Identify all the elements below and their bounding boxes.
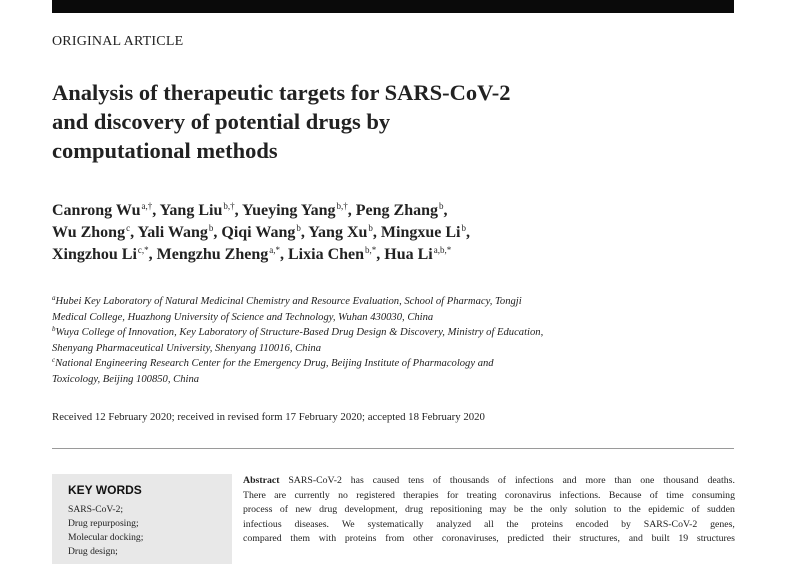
abstract-word: of xyxy=(649,489,658,501)
affiliation-text: Shenyang Pharmaceutical University, Shenyang 110016, China xyxy=(52,342,322,354)
author-separator: , xyxy=(465,224,470,241)
author-name: Hua Li xyxy=(384,246,433,263)
author-separator: , xyxy=(347,202,352,219)
abstract-word: thousands xyxy=(449,475,490,486)
author-affiliation-mark: c xyxy=(126,223,131,233)
abstract-word: built xyxy=(651,533,670,544)
affiliation-text: National Engineering Research Center for the Emergency Drug, Beijing Institute of Pharmacology and xyxy=(55,358,494,369)
abstract-word: the xyxy=(628,504,641,515)
author-affiliation-mark: b xyxy=(208,223,214,233)
author-affiliation-mark: a,† xyxy=(141,201,153,211)
keyword-item: Drug repurposing; xyxy=(68,518,139,529)
abstract-word: diseases. xyxy=(294,518,330,530)
abstract-word: of xyxy=(497,475,507,486)
abstract-word: their xyxy=(552,533,571,544)
abstract-word: structures xyxy=(696,533,735,544)
affiliation-mark: c xyxy=(52,356,56,364)
author-separator: , xyxy=(300,224,305,241)
author-affiliation-mark: b xyxy=(439,201,444,211)
divider xyxy=(52,448,734,449)
keywords-list xyxy=(68,503,143,559)
abstract-word: encoded xyxy=(575,518,609,530)
author-name: Xingzhou Li xyxy=(52,246,137,263)
abstract-word: the xyxy=(530,504,543,515)
abstract-word: from xyxy=(385,533,405,544)
author-name: Yang Liu xyxy=(159,202,223,219)
author-affiliation-mark: a,b,* xyxy=(433,245,452,255)
affiliation-list xyxy=(52,294,752,387)
abstract-word: no xyxy=(338,489,348,501)
author-separator: , xyxy=(280,246,284,263)
abstract-line xyxy=(243,518,735,533)
author-name: Yali Wang xyxy=(137,224,208,241)
abstract-word: new xyxy=(295,504,312,515)
article-type-label: ORIGINAL ARTICLE xyxy=(52,34,184,49)
abstract-word: to xyxy=(613,504,622,515)
keywords-heading: KEY WORDS xyxy=(68,483,142,497)
abstract-word: There xyxy=(243,489,266,501)
abstract-word: are xyxy=(274,489,287,501)
affiliation-line xyxy=(52,341,752,357)
abstract-word: drug xyxy=(405,504,423,515)
article-title xyxy=(52,78,692,165)
abstract-word: other xyxy=(413,533,434,544)
abstract-word: SARS-CoV-2 xyxy=(288,475,342,486)
affiliation-text: Toxicology, Beijing 100850, China xyxy=(52,373,200,385)
abstract-word: one xyxy=(640,475,655,486)
abstract-line xyxy=(243,503,735,518)
abstract-word: may xyxy=(489,504,507,515)
author-line xyxy=(52,200,752,222)
keyword-item: Molecular docking; xyxy=(68,532,144,543)
abstract-word: infectious xyxy=(243,518,282,530)
abstract-word: coronaviruses, xyxy=(441,533,499,544)
title-line: and discovery of potential drugs by xyxy=(52,109,391,134)
abstract-word: predicted xyxy=(507,533,544,544)
author-line xyxy=(52,222,752,244)
author-separator: , xyxy=(130,224,135,241)
title-line: computational methods xyxy=(52,138,278,163)
abstract-word: has xyxy=(350,475,364,486)
affiliation-line xyxy=(52,294,752,310)
affiliation-line xyxy=(52,325,752,341)
abstract-word: the xyxy=(506,518,519,530)
journal-header-bar xyxy=(52,0,734,13)
received-dates: Received 12 February 2020; received in revised form 17 February 2020; accepted 18 February 2020 xyxy=(52,411,485,423)
author-affiliation-mark: b xyxy=(296,223,301,233)
affiliation-mark: b xyxy=(52,325,56,333)
author-affiliation-mark: a,* xyxy=(269,245,280,255)
author-name: Qiqi Wang xyxy=(221,224,296,241)
abstract-label: Abstract xyxy=(243,475,280,486)
abstract-word: proteins xyxy=(531,518,563,530)
affiliation-text: Wuya College of Innovation, Key Laboratory of Structure-Based Drug Design & Discovery, Ministry of Education, xyxy=(55,327,544,338)
abstract-word: deaths. xyxy=(707,475,735,486)
abstract-word: more xyxy=(585,475,606,486)
author-affiliation-mark: b xyxy=(461,223,466,233)
affiliation-text: Hubei Key Laboratory of Natural Medicinal Chemistry and Resource Evaluation, School of Pharmacy, Tongji xyxy=(55,296,522,307)
author-name: Yang Xu xyxy=(308,224,368,241)
abstract-word: Because xyxy=(608,489,642,501)
author-name: Mingxue Li xyxy=(380,224,461,241)
author-name: Peng Zhang xyxy=(355,202,439,219)
abstract-word: drug xyxy=(319,504,338,515)
author-separator: , xyxy=(148,246,153,263)
abstract-word: be xyxy=(513,504,524,515)
abstract-word: infections xyxy=(514,475,554,486)
abstract-word: infections. xyxy=(559,489,601,501)
abstract-word: treating xyxy=(466,489,497,501)
author-affiliation-mark: b,* xyxy=(365,245,377,255)
author-separator: , xyxy=(234,202,239,219)
abstract-word: development, xyxy=(344,504,398,515)
abstract-word: repositioning xyxy=(430,504,483,515)
abstract-word: structures, xyxy=(579,533,620,544)
abstract-line xyxy=(243,489,735,504)
author-name: Canrong Wu xyxy=(52,202,141,219)
author-affiliation-mark: b,† xyxy=(223,201,235,211)
abstract-word: than xyxy=(614,475,632,486)
abstract-word: and xyxy=(562,475,577,486)
keyword-item: SARS-CoV-2; xyxy=(68,504,124,515)
abstract-word: compared xyxy=(243,533,282,544)
author-separator: , xyxy=(376,246,381,263)
author-affiliation-mark: b xyxy=(368,223,373,233)
author-name: Lixia Chen xyxy=(288,246,365,263)
author-separator: , xyxy=(213,224,218,241)
abstract-word: them xyxy=(290,533,310,544)
abstract-word: and xyxy=(628,533,643,544)
abstract-word: proteins xyxy=(344,533,377,544)
abstract-word: thousand xyxy=(663,475,699,486)
abstract-word: process xyxy=(243,504,273,515)
abstract-word: systematically xyxy=(367,518,424,530)
abstract-word: for xyxy=(446,489,459,501)
author-affiliation-mark: b,† xyxy=(336,201,348,211)
abstract-word: of xyxy=(691,504,700,515)
title-line: Analysis of therapeutic targets for SARS-CoV-2 xyxy=(52,80,511,105)
abstract-word: epidemic xyxy=(648,504,685,515)
abstract-word: currently xyxy=(294,489,330,501)
affiliation-text: Medical College, Huazhong University of Science and Technology, Wuhan 430030, China xyxy=(52,311,434,323)
abstract-line xyxy=(243,532,735,547)
abstract-line xyxy=(243,474,735,489)
author-line xyxy=(52,244,752,266)
author-separator: , xyxy=(443,202,448,219)
abstract-word: We xyxy=(341,518,355,530)
author-list xyxy=(52,200,752,266)
abstract-word: caused xyxy=(372,475,400,486)
keyword-item: Drug design; xyxy=(68,546,118,557)
abstract-word: therapies xyxy=(403,489,439,501)
author-name: Yueying Yang xyxy=(242,202,336,219)
abstract-word: registered xyxy=(356,489,395,501)
author-name: Wu Zhong xyxy=(52,224,126,241)
affiliation-mark: a xyxy=(52,294,56,302)
abstract-word: SARS-CoV-2 xyxy=(643,518,698,530)
author-name: Mengzhu Zheng xyxy=(156,246,269,263)
affiliation-line xyxy=(52,356,752,372)
author-separator: , xyxy=(372,224,377,241)
abstract-word: consuming xyxy=(691,489,735,501)
abstract-word: coronavirus xyxy=(504,489,552,501)
abstract-word: sudden xyxy=(707,504,735,515)
abstract-word: with xyxy=(318,533,337,544)
abstract-word: by xyxy=(621,518,631,530)
abstract-word: of xyxy=(432,475,441,486)
abstract-word: genes, xyxy=(710,518,735,530)
abstract-word: all xyxy=(483,518,494,530)
abstract xyxy=(243,474,735,547)
affiliation-line xyxy=(52,310,752,326)
abstract-word: solution xyxy=(574,504,607,515)
author-affiliation-mark: c,* xyxy=(137,245,149,255)
abstract-word: analyzed xyxy=(436,518,472,530)
keywords-box xyxy=(52,474,232,564)
abstract-word: only xyxy=(549,504,568,515)
abstract-word: tens xyxy=(408,475,424,486)
affiliation-line xyxy=(52,372,752,388)
abstract-word: time xyxy=(666,489,684,501)
abstract-word: 19 xyxy=(678,533,689,544)
author-separator: , xyxy=(152,202,157,219)
abstract-word: of xyxy=(279,504,288,515)
